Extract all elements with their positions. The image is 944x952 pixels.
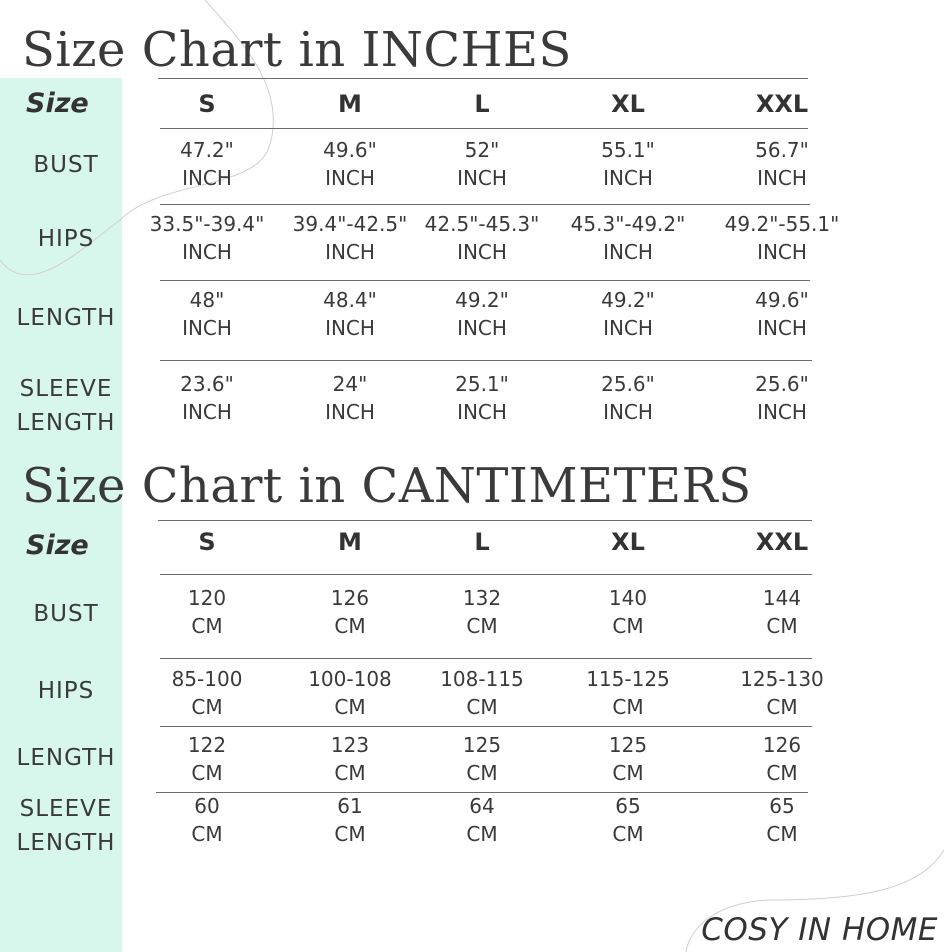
measurement-value: 115-125 CM <box>586 667 670 719</box>
divider <box>158 78 808 79</box>
measurement-value: 49.6" INCH <box>323 138 377 190</box>
measurement-label: HIPS <box>37 678 95 704</box>
measurement-value: 144 CM <box>762 586 802 638</box>
measurement-value: 49.2" INCH <box>455 288 509 340</box>
divider <box>158 520 812 521</box>
measurement-value: 25.1" INCH <box>455 372 509 424</box>
measurement-value: 48" INCH <box>182 288 232 340</box>
measurement-value: 140 CM <box>608 586 648 638</box>
measurement-value: 49.6" INCH <box>755 288 809 340</box>
measurement-value: 125-130 CM <box>740 667 824 719</box>
size-column-header: S <box>198 90 216 118</box>
size-column-header: XL <box>611 528 645 556</box>
measurement-value: 120 CM <box>187 586 227 638</box>
measurement-value: 126 CM <box>762 733 802 785</box>
measurement-label: LENGTH <box>16 745 116 771</box>
measurement-value: 49.2" INCH <box>601 288 655 340</box>
measurement-value: 61 CM <box>334 794 366 846</box>
measurement-value: 24" INCH <box>325 372 375 424</box>
measurement-value: 55.1" INCH <box>601 138 655 190</box>
measurement-label: SLEEVE LENGTH <box>16 376 116 436</box>
measurement-label: LENGTH <box>16 305 116 331</box>
measurement-value: 23.6" INCH <box>180 372 234 424</box>
measurement-value: 49.2"-55.1" INCH <box>724 212 840 264</box>
brand-name: COSY IN HOME <box>701 912 938 948</box>
measurement-value: 85-100 CM <box>171 667 243 719</box>
measurement-value: 64 CM <box>466 794 498 846</box>
measurement-value: 132 CM <box>462 586 502 638</box>
measurement-value: 42.5"-45.3" INCH <box>424 212 540 264</box>
divider <box>160 658 812 659</box>
measurement-label: HIPS <box>37 226 95 252</box>
measurement-value: 100-108 CM <box>308 667 392 719</box>
size-column-header: XL <box>611 90 645 118</box>
measurement-value: 48.4" INCH <box>323 288 377 340</box>
measurement-value: 25.6" INCH <box>601 372 655 424</box>
measurement-label: SLEEVE LENGTH <box>16 796 116 856</box>
measurement-value: 56.7" INCH <box>755 138 809 190</box>
size-column-header: L <box>474 90 490 118</box>
size-column-header: M <box>338 90 362 118</box>
divider <box>160 360 812 361</box>
size-column-header: XXL <box>755 528 809 556</box>
size-column-header: S <box>198 528 216 556</box>
measurement-value: 65 CM <box>612 794 644 846</box>
measurement-value: 125 CM <box>608 733 648 785</box>
inches-size-label: Size <box>26 88 89 119</box>
measurement-value: 52" INCH <box>457 138 507 190</box>
divider <box>160 726 812 727</box>
measurement-value: 25.6" INCH <box>755 372 809 424</box>
measurement-value: 39.4"-42.5" INCH <box>292 212 408 264</box>
measurement-value: 125 CM <box>462 733 502 785</box>
divider <box>160 128 808 129</box>
measurement-value: 122 CM <box>187 733 227 785</box>
cm-chart-title: Size Chart in CANTIMETERS <box>22 458 752 514</box>
measurement-value: 108-115 CM <box>440 667 524 719</box>
measurement-label: BUST <box>33 601 99 627</box>
measurement-value: 33.5"-39.4" INCH <box>149 212 265 264</box>
measurement-value: 60 CM <box>191 794 223 846</box>
divider <box>160 280 810 281</box>
measurement-value: 47.2" INCH <box>180 138 234 190</box>
size-column-header: XXL <box>755 90 809 118</box>
measurement-value: 123 CM <box>330 733 370 785</box>
divider <box>160 204 810 205</box>
measurement-value: 45.3"-49.2" INCH <box>570 212 686 264</box>
cm-size-label: Size <box>26 530 89 561</box>
inches-chart-title: Size Chart in INCHES <box>22 22 572 78</box>
measurement-label: BUST <box>33 152 99 178</box>
divider <box>160 574 812 575</box>
size-column-header: M <box>338 528 362 556</box>
measurement-value: 65 CM <box>766 794 798 846</box>
size-column-header: L <box>474 528 490 556</box>
measurement-value: 126 CM <box>330 586 370 638</box>
